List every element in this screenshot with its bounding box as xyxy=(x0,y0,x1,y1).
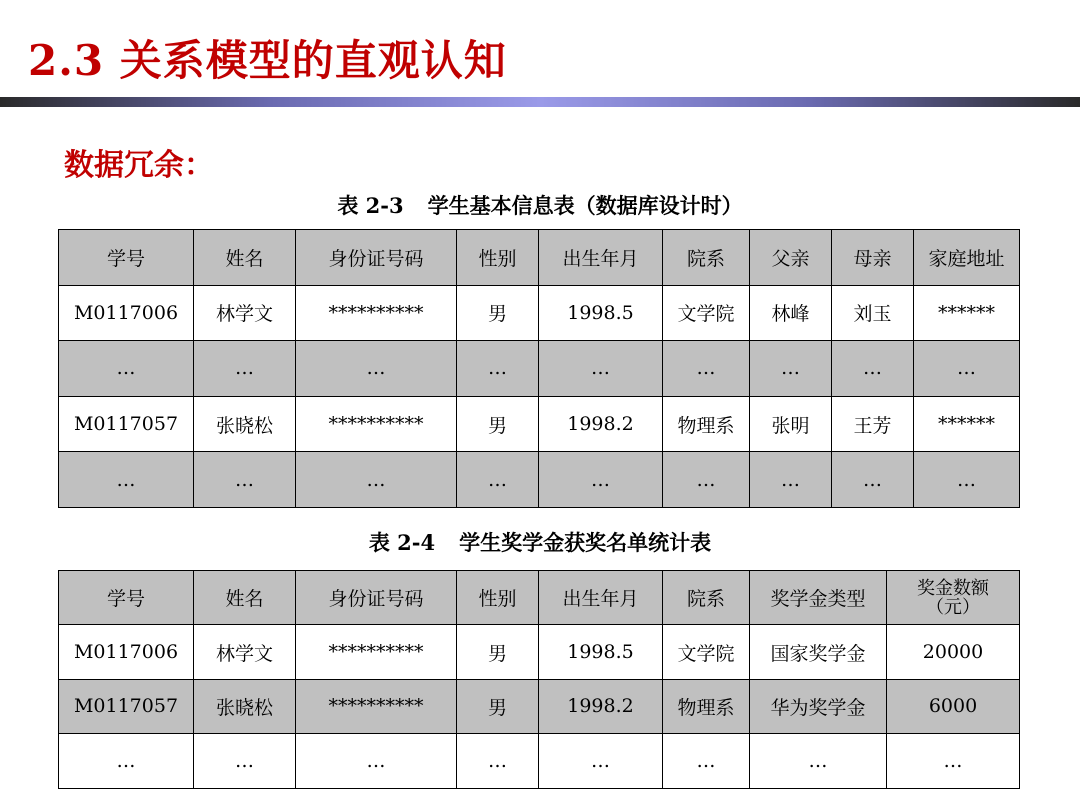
table-cell: … xyxy=(59,734,194,788)
header-cell-amount-line2: （元） xyxy=(926,596,980,618)
header-cell: 院系 xyxy=(663,571,750,625)
title-divider-bar xyxy=(0,97,1080,107)
header-cell: 姓名 xyxy=(194,230,296,286)
table1-caption-text: 学生基本信息表（数据库设计时） xyxy=(427,193,743,218)
table2-caption-number: 表 2-4 xyxy=(368,530,436,555)
table-cell: 华为奖学金 xyxy=(750,679,887,733)
table1-caption xyxy=(0,190,1080,220)
table-cell: … xyxy=(59,452,194,508)
table-cell: M0117006 xyxy=(59,625,194,679)
table-cell: … xyxy=(914,341,1020,397)
table-cell: ********** xyxy=(296,679,457,733)
table1-caption-number: 表 2-3 xyxy=(337,193,404,218)
table-row xyxy=(59,452,1020,508)
section-heading: 数据冗余： xyxy=(64,148,214,183)
header-cell: 身份证号码 xyxy=(296,230,457,286)
table-cell: … xyxy=(194,734,296,788)
table-cell: … xyxy=(750,452,832,508)
table-row xyxy=(59,396,1020,452)
table-row xyxy=(59,341,1020,397)
table-cell: … xyxy=(539,734,663,788)
table-row xyxy=(59,625,1020,679)
table-cell: 男 xyxy=(457,679,539,733)
table-cell: … xyxy=(887,734,1020,788)
table-cell: … xyxy=(194,452,296,508)
table-cell: M0117006 xyxy=(59,285,194,341)
header-cell-amount xyxy=(887,571,1020,625)
header-cell: 母亲 xyxy=(832,230,914,286)
table-cell: 物理系 xyxy=(663,679,750,733)
table-cell: 张明 xyxy=(750,396,832,452)
table-cell: … xyxy=(194,341,296,397)
table-cell: … xyxy=(663,341,750,397)
table-row xyxy=(59,679,1020,733)
table-cell: 刘玉 xyxy=(832,285,914,341)
scholarship-table xyxy=(58,570,1020,789)
table-cell: … xyxy=(832,452,914,508)
table-cell: 林学文 xyxy=(194,285,296,341)
header-cell: 身份证号码 xyxy=(296,571,457,625)
header-cell: 性别 xyxy=(457,571,539,625)
table-cell: ****** xyxy=(914,396,1020,452)
header-cell: 奖学金类型 xyxy=(750,571,887,625)
table-row xyxy=(59,285,1020,341)
header-cell: 父亲 xyxy=(750,230,832,286)
table-cell: 男 xyxy=(457,285,539,341)
header-cell: 家庭地址 xyxy=(914,230,1020,286)
slide-title: 2.3 关系模型的直观认知 xyxy=(28,36,507,85)
table-cell: 1998.5 xyxy=(539,625,663,679)
table-cell: … xyxy=(832,341,914,397)
table-cell: … xyxy=(296,734,457,788)
header-cell: 姓名 xyxy=(194,571,296,625)
table-cell: 王芳 xyxy=(832,396,914,452)
table-cell: ****** xyxy=(914,285,1020,341)
table-cell: … xyxy=(457,734,539,788)
table-cell: 国家奖学金 xyxy=(750,625,887,679)
table-cell: … xyxy=(296,452,457,508)
table2-caption-text: 学生奖学金获奖名单统计表 xyxy=(459,530,712,555)
table-cell: ********** xyxy=(296,285,457,341)
table-cell: ********** xyxy=(296,396,457,452)
table-cell: … xyxy=(663,734,750,788)
table-cell: 1998.2 xyxy=(539,679,663,733)
student-info-table xyxy=(58,229,1020,508)
table-header-row xyxy=(59,230,1020,286)
table-cell: 张晓松 xyxy=(194,396,296,452)
header-cell: 学号 xyxy=(59,571,194,625)
header-cell: 学号 xyxy=(59,230,194,286)
table-cell: 6000 xyxy=(887,679,1020,733)
table-cell: 1998.2 xyxy=(539,396,663,452)
table-cell: 张晓松 xyxy=(194,679,296,733)
table-cell: … xyxy=(750,734,887,788)
table-cell: 1998.5 xyxy=(539,285,663,341)
table-cell: … xyxy=(539,452,663,508)
table-cell: M0117057 xyxy=(59,396,194,452)
header-cell: 院系 xyxy=(663,230,750,286)
header-cell: 性别 xyxy=(457,230,539,286)
table-cell: ********** xyxy=(296,625,457,679)
table-row xyxy=(59,734,1020,788)
table-cell: 20000 xyxy=(887,625,1020,679)
header-cell: 出生年月 xyxy=(539,230,663,286)
table-cell: 文学院 xyxy=(663,625,750,679)
header-cell: 出生年月 xyxy=(539,571,663,625)
table-header-row xyxy=(59,571,1020,625)
table-cell: … xyxy=(663,452,750,508)
table-cell: … xyxy=(59,341,194,397)
table-cell: … xyxy=(539,341,663,397)
table-cell: 林学文 xyxy=(194,625,296,679)
table2-caption xyxy=(0,527,1080,557)
table-cell: 男 xyxy=(457,396,539,452)
table-cell: … xyxy=(914,452,1020,508)
table-cell: 男 xyxy=(457,625,539,679)
table-cell: 林峰 xyxy=(750,285,832,341)
table-cell: 文学院 xyxy=(663,285,750,341)
table-cell: … xyxy=(296,341,457,397)
table-cell: … xyxy=(457,452,539,508)
table-cell: … xyxy=(457,341,539,397)
header-cell-amount-line1: 奖金数额 xyxy=(917,577,989,599)
table-cell: M0117057 xyxy=(59,679,194,733)
table-cell: … xyxy=(750,341,832,397)
table-cell: 物理系 xyxy=(663,396,750,452)
